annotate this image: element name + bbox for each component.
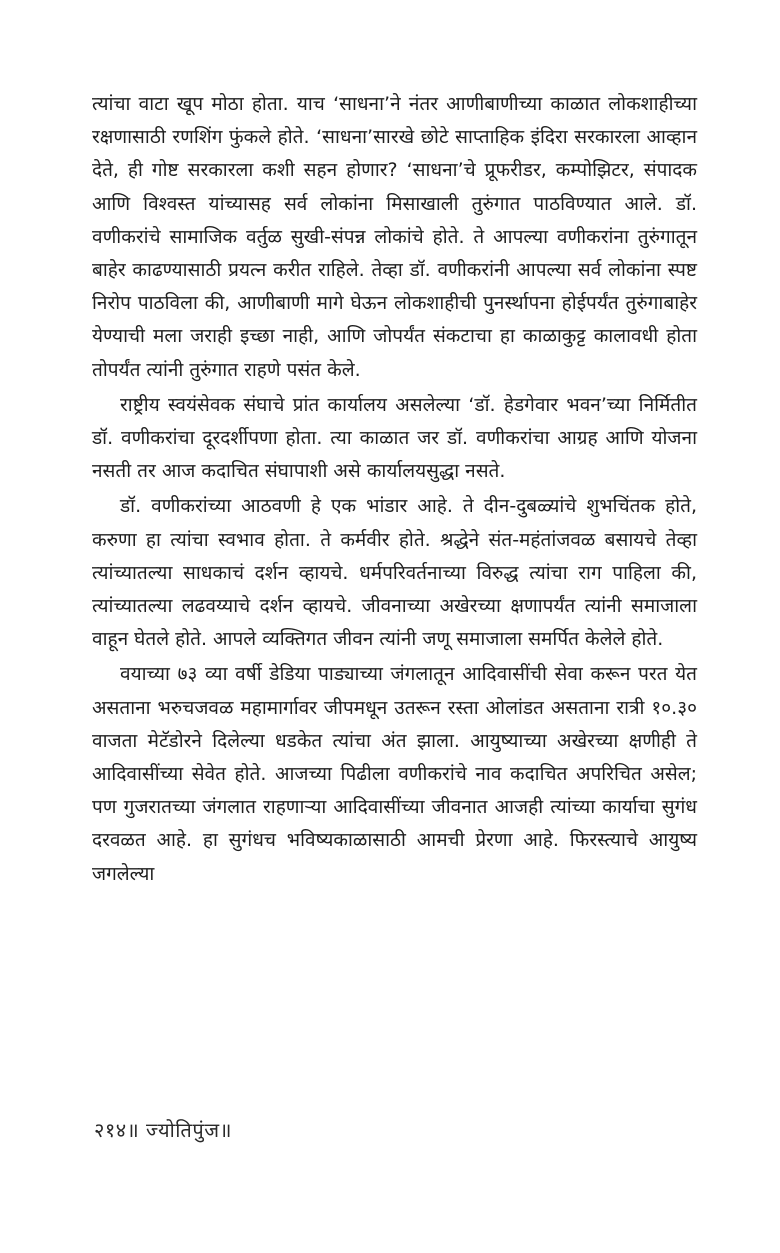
paragraph-4: वयाच्या ७३ व्या वर्षी डेडिया पाड्याच्या जंगलातून आदिवासींची सेवा करून परत येत असताना भरुचजवळ महामार्गावर जीपमधून उतरून रस्ता ओलांडत असताना रात्री १०.३० वाजता मेटॅडोरने दिलेल्या धडकेत त्यांचा अंत झाला. आयुष्याच्या अखेरच्या क्षणीही ते आदिवासींच्या सेवेत होते. आजच्या पिढीला वणीकरांचे नाव कदाचित अपरिचित असेल; पण गुजरातच्या जंगलात राहणाऱ्या आदिवासींच्या जीवनात आजही त्यांच्या कार्याचा सुगंध दरवळत आहे. हा सुगंधच भविष्यकाळासाठी आमची प्रेरणा आहे. फिरस्त्याचे आयुष्य जगलेल्या [92, 663, 697, 885]
paragraph-1: त्यांचा वाटा खूप मोठा होता. याच ‘साधना’ने नंतर आणीबाणीच्या काळात लोकशाहीच्या रक्षणासाठी रणशिंग फुंकले होते. ‘साधना’सारखे छोटे साप्ताहिक इंदिरा सरकारला आव्हान देते, ही गोष्ट सरकारला कशी सहन होणार? ‘साधना’चे प्रूफरीडर, कम्पोझिटर, संपादक आणि विश्वस्त यांच्यासह सर्व लोकांना मिसाखाली तुरुंगात पाठविण्यात आले. डॉ. वणीकरांचे सामाजिक वर्तुळ सुखी-संपन्न लोकांचे होते. ते आपल्या वणीकरांना तुरुंगातून बाहेर काढण्यासाठी प्रयत्न करीत राहिले. तेव्हा डॉ. वणीकरांनी आपल्या सर्व लोकांना स्पष्ट निरोप पाठविला की, आणीबाणी मागे घेऊन लोकशाहीची पुनर्स्थापना होईपर्यंत तुरुंगाबाहेर येण्याची मला जराही इच्छा नाही, आणि जोपर्यंत संकटाचा हा काळाकुट्ट कालावधी होता तोपर्यंत त्यांनी तुरुंगात राहणे पसंत केले. [92, 93, 697, 381]
page-body [92, 88, 697, 893]
page-footer: २१४॥ ज्योतिपुंज॥ [94, 1118, 233, 1142]
paragraph-2: राष्ट्रीय स्वयंसेवक संघाचे प्रांत कार्यालय असलेल्या ‘डॉ. हेडगेवार भवन’च्या निर्मितीत डॉ. वणीकरांचा दूरदर्शीपणा होता. त्या काळात जर डॉ. वणीकरांचा आग्रह आणि योजना नसती तर आज कदाचित संघापाशी असे कार्यालयसुद्धा नसते. [92, 393, 697, 483]
paragraph-3: डॉ. वणीकरांच्या आठवणी हे एक भांडार आहे. ते दीन-दुबळ्यांचे शुभचिंतक होते, करुणा हा त्यांचा स्वभाव होता. ते कर्मवीर होते. श्रद्धेने संत-महंतांजवळ बसायचे तेव्हा त्यांच्यातल्या साधकाचं दर्शन व्हायचे. धर्मपरिवर्तनाच्या विरुद्ध त्यांचा राग पाहिला की, त्यांच्यातल्या लढवय्याचे दर्शन व्हायचे. जीवनाच्या अखेरच्या क्षणापर्यंत त्यांनी समाजाला वाहून घेतले होते. आपले व्यक्तिगत जीवन त्यांनी जणू समाजाला समर्पित केलेले होते. [92, 495, 697, 651]
